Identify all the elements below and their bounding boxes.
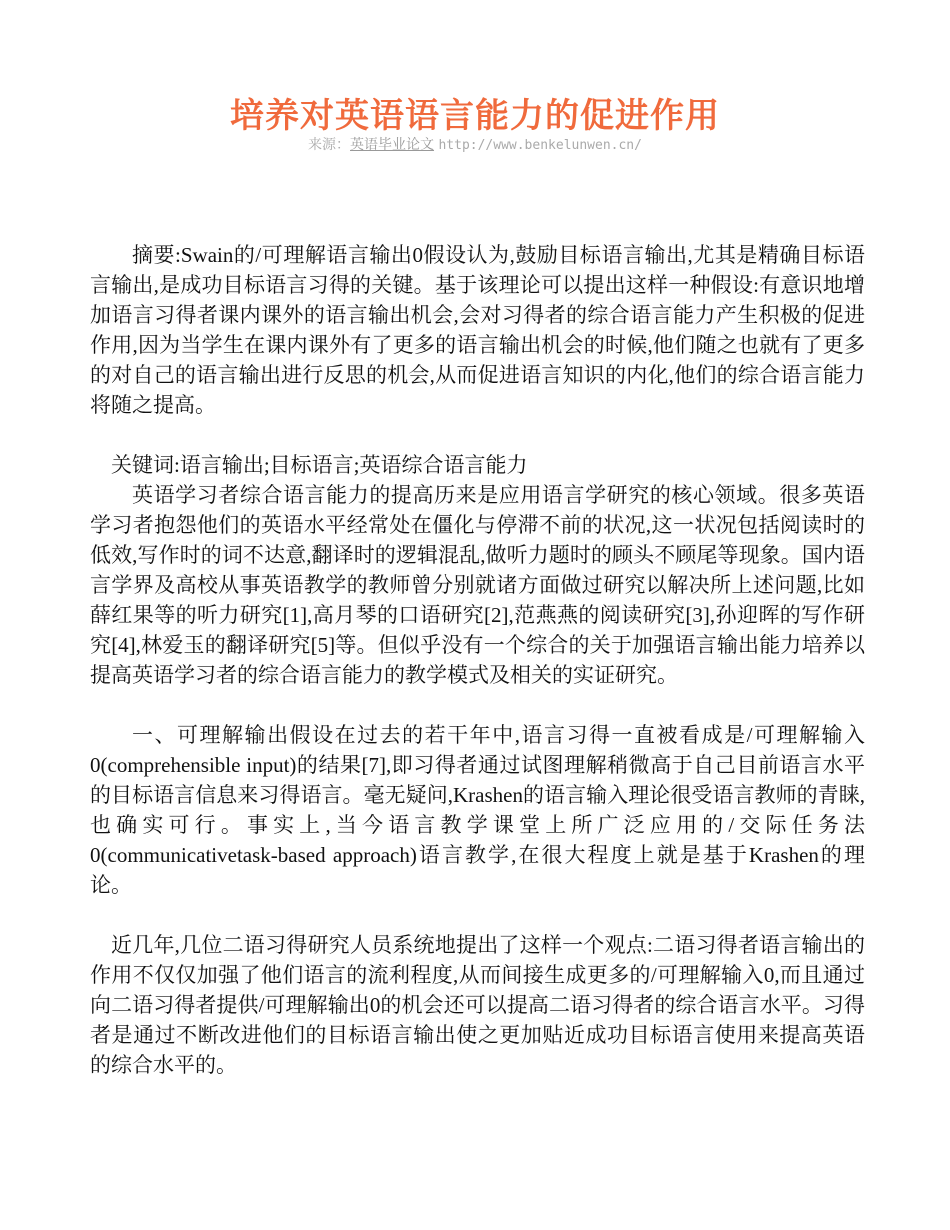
body-paragraph: 英语学习者综合语言能力的提高历来是应用语言学研究的核心领域。很多英语学习者抱怨他们的英语水平经常处在僵化与停滞不前的状况,这一状况包括阅读时的低效,写作时的词不达意,翻译时的逻辑混乱,做听力题时的顾头不顾尾等现象。国内语言学界及高校从事英语教学的教师曾分别就诸方面做过研究以解决所上述问题,比如薛红果等的听力研究[1],高月琴的口语研究[2],范燕燕的阅读研究[3],孙迎晖的写作研究[4],林爱玉的翻译研究[5]等。但似乎没有一个综合的关于加强语言输出能力培养以提高英语学习者的综合语言能力的教学模式及相关的实证研究。 <box>90 483 865 687</box>
body-paragraph: 近几年,几位二语习得研究人员系统地提出了这样一个观点:二语习得者语言输出的作用不仅仅加强了他们语言的流利程度,从而间接生成更多的/可理解输入0,而且通过向二语习得者提供/可理解输出0的机会还可以提高二语习得者的综合语言水平。习得者是通过不断改进他们的目标语言输出使之更加贴近成功目标语言使用来提高英语的综合水平的。 <box>90 933 865 1077</box>
source-line <box>0 134 950 154</box>
body-paragraph: 一、可理解输出假设在过去的若干年中,语言习得一直被看成是/可理解输入0(comprehensible input)的结果[7],即习得者通过试图理解稍微高于自己目前语言水平的目标语言信息来习得语言。毫无疑问,Krashen的语言输入理论很受语言教师的青睐,也确实可行。事实上,当今语言教学课堂上所广泛应用的/交际任务法0(communicativetask-based approach)语言教学,在很大程度上就是基于Krashen的理论。 <box>90 723 865 897</box>
keywords-paragraph: 关键词:语言输出;目标语言;英语综合语言能力 <box>111 453 528 477</box>
article-body <box>90 240 865 1080</box>
abstract-paragraph: 摘要:Swain的/可理解语言输出0假设认为,鼓励目标语言输出,尤其是精确目标语言输出,是成功目标语言习得的关键。基于该理论可以提出这样一种假设:有意识地增加语言习得者课内课外的语言输出机会,会对习得者的综合语言能力产生积极的促进作用,因为当学生在课内课外有了更多的语言输出机会的时候,他们随之也就有了更多的对自己的语言输出进行反思的机会,从而促进语言知识的内化,他们的综合语言能力将随之提高。 <box>90 243 865 417</box>
page-title: 培养对英语语言能力的促进作用 <box>230 96 720 136</box>
source-url[interactable]: http://www.benkelunwen.cn/ <box>438 138 642 153</box>
source-link[interactable]: 英语毕业论文 <box>350 137 435 153</box>
source-prefix: 来源： <box>308 137 351 153</box>
